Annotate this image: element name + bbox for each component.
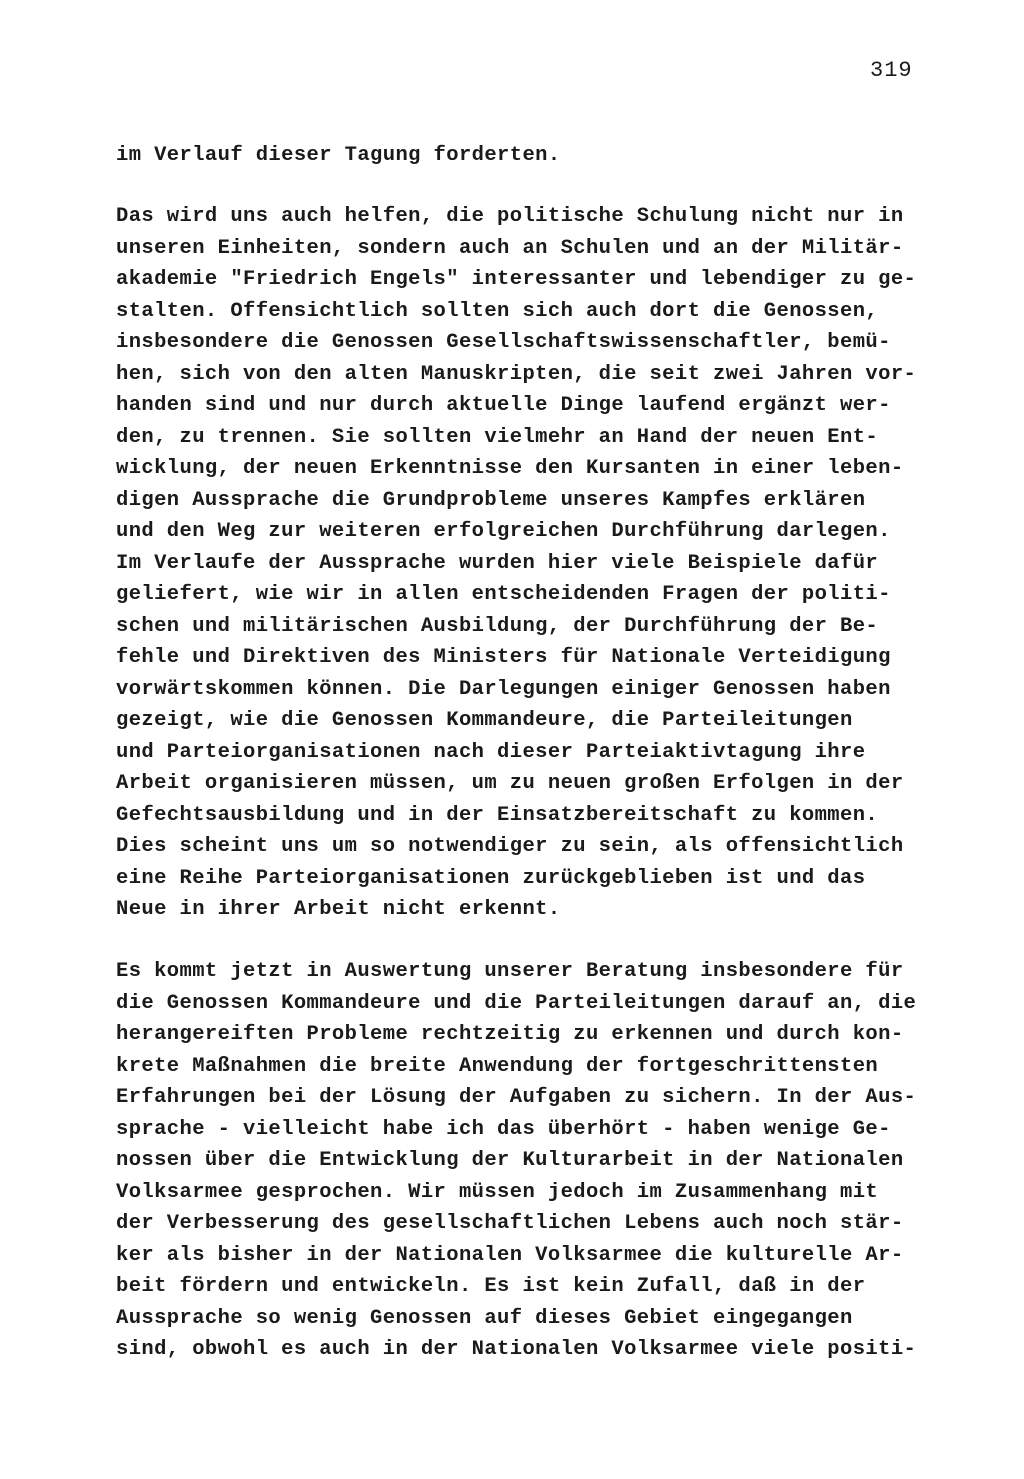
text-line: Aussprache so wenig Genossen auf dieses Gebiet eingegangen	[116, 1306, 853, 1330]
text-line: beit fördern und entwickeln. Es ist kein Zufall, daß in der	[116, 1275, 866, 1298]
paragraph-2	[116, 201, 916, 926]
text-line: unseren Einheiten, sondern auch an Schulen und an der Militär-	[116, 236, 904, 260]
text-line: gezeigt, wie die Genossen Kommandeure, die Parteileitungen	[116, 709, 853, 732]
text-line: Das wird uns auch helfen, die politische Schulung nicht nur in	[116, 205, 904, 228]
text-line: und den Weg zur weiteren erfolgreichen Durchführung darlegen.	[116, 520, 891, 543]
text-line: und Parteiorganisationen nach dieser Parteiaktivtagung ihre	[116, 740, 866, 764]
text-line: vorwärtskommen können. Die Darlegungen einiger Genossen haben	[116, 677, 891, 701]
text-line: handen sind und nur durch aktuelle Dinge laufend ergänzt wer-	[116, 394, 891, 417]
text-line: Arbeit organisieren müssen, um zu neuen großen Erfolgen in der	[116, 772, 904, 795]
text-line: digen Aussprache die Grundprobleme unseres Kampfes erklären	[116, 488, 866, 512]
text-line: herangereiften Probleme rechtzeitig zu erkennen und durch kon-	[116, 1023, 904, 1046]
text-line: sind, obwohl es auch in der Nationalen Volksarmee viele positi-	[116, 1338, 917, 1361]
text-line: im Verlauf dieser Tagung forderten.	[116, 144, 561, 167]
text-line: ker als bisher in der Nationalen Volksarmee die kulturelle Ar-	[116, 1243, 904, 1267]
text-line: stalten. Offensichtlich sollten sich auch dort die Genossen,	[116, 299, 879, 323]
text-line: krete Maßnahmen die breite Anwendung der fortgeschrittensten	[116, 1054, 879, 1078]
text-line: Volksarmee gesprochen. Wir müssen jedoch im Zusammenhang mit	[116, 1180, 879, 1204]
text-line: wicklung, der neuen Erkenntnisse den Kursanten in einer leben-	[116, 457, 904, 480]
text-line: Dies scheint uns um so notwendiger zu sein, als offensichtlich	[116, 835, 904, 858]
text-line: Gefechtsausbildung und in der Einsatzbereitschaft zu kommen.	[116, 803, 879, 827]
text-line: Erfahrungen bei der Lösung der Aufgaben zu sichern. In der Aus-	[116, 1086, 917, 1109]
text-line: schen und militärischen Ausbildung, der Durchführung der Be-	[116, 614, 879, 638]
text-line: hen, sich von den alten Manuskripten, die seit zwei Jahren vor-	[116, 362, 917, 386]
paragraph-1	[116, 140, 916, 172]
paragraph-3	[116, 956, 916, 1366]
text-line: eine Reihe Parteiorganisationen zurückgeblieben ist und das	[116, 866, 866, 890]
text-line: nossen über die Entwicklung der Kulturarbeit in der Nationalen	[116, 1149, 904, 1172]
page-number: 319	[870, 58, 913, 83]
text-line: insbesondere die Genossen Gesellschaftswissenschaftler, bemü-	[116, 331, 891, 354]
text-line: Im Verlaufe der Aussprache wurden hier viele Beispiele dafür	[116, 551, 879, 575]
text-line: die Genossen Kommandeure und die Parteileitungen darauf an, die	[116, 991, 917, 1015]
text-line: akademie "Friedrich Engels" interessanter und lebendiger zu ge-	[116, 268, 917, 291]
text-line: sprache - vielleicht habe ich das überhört - haben wenige Ge-	[116, 1117, 891, 1141]
text-line: geliefert, wie wir in allen entscheidenden Fragen der politi-	[116, 583, 891, 606]
text-line: Neue in ihrer Arbeit nicht erkennt.	[116, 898, 561, 921]
text-line: Es kommt jetzt in Auswertung unserer Beratung insbesondere für	[116, 960, 904, 983]
text-line: der Verbesserung des gesellschaftlichen Lebens auch noch stär-	[116, 1212, 904, 1235]
text-line: den, zu trennen. Sie sollten vielmehr an Hand der neuen Ent-	[116, 425, 879, 449]
text-line: fehle und Direktiven des Ministers für Nationale Verteidigung	[116, 646, 891, 669]
